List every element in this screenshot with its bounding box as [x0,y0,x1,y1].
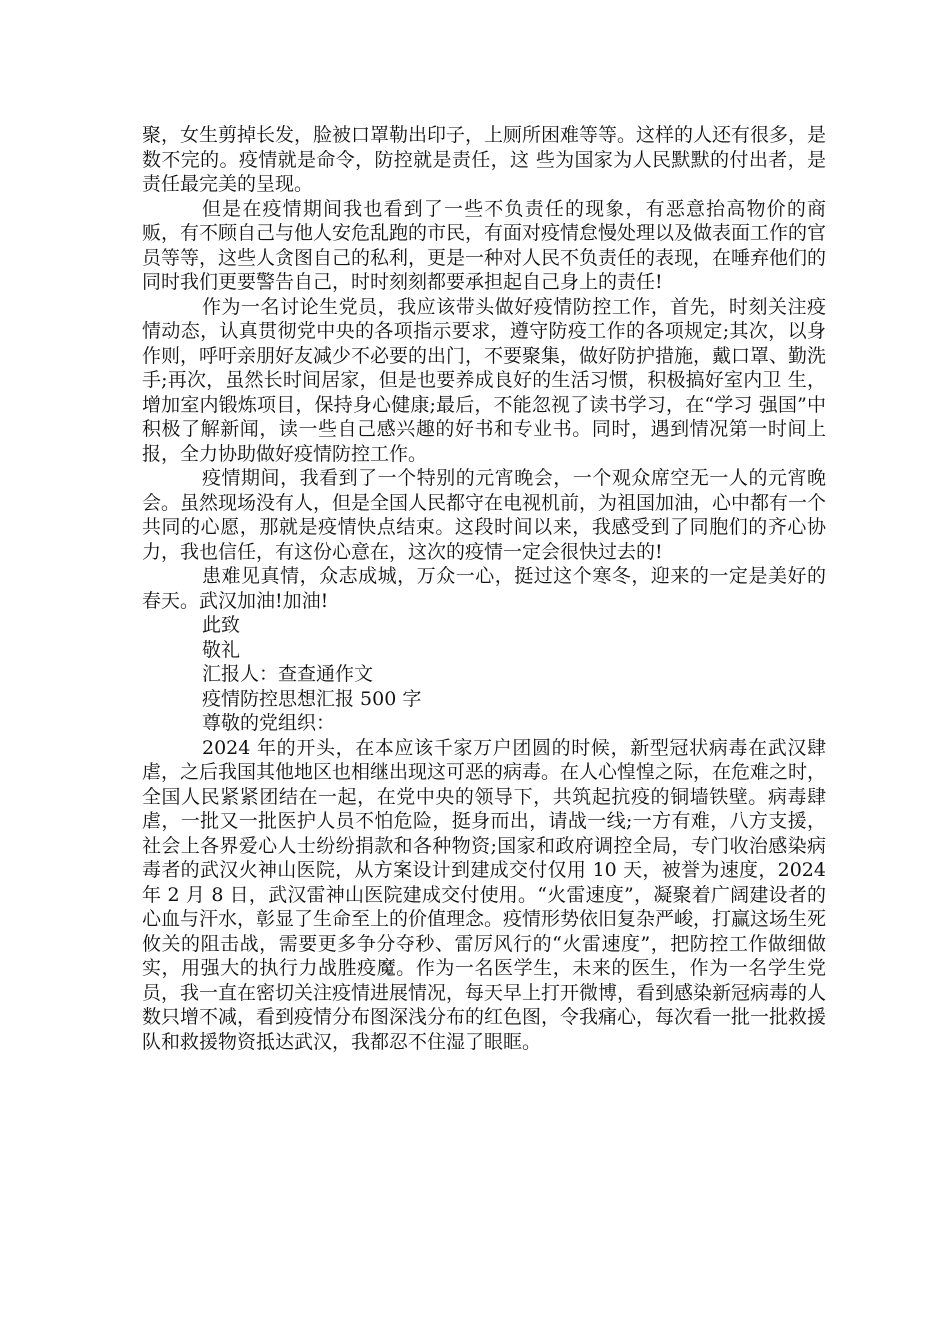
reporter-signature: 汇报人：查查通作文 [202,663,374,685]
paragraph-party-member-duty: 作为一名讨论生党员，我应该带头做好疫情防控工作，首先，时刻关注疫情动态，认真贯彻党中央的各项指示要求，遵守防疫工作的各项规定;其次，以身 作则，呼吁亲朋好友减少不必要的出门，不要聚集，做好防护措施，戴口罩、勤洗手;再次，虽然长时间居家，但是也要养成良好的生活习惯，积极搞好室内卫 生，增加室内锻炼项目，保持身心健康;最后，不能忽视了读书学习，在“学习 强国”中积极了解新闻，读一些自己感兴趣的好书和专业书。同时，遇到情况第一时间上报，全力协助做好疫情防控工作。 [142,295,827,465]
section-heading: 疫情防控思想汇报 500 字 [202,687,422,710]
paragraph-lantern-festival: 疫情期间，我看到了一个特别的元宵晚会，一个观众席空无一人的元宵晚会。虽然现场没有人，但是全国人民都守在电视机前，为祖国加油，心中都有一个共同的心愿，那就是疫情快点结束。这段时间以来，我感受到了同胞们的齐心协力，我也信任，有这份心意在，这次的疫情一定会很快过去的! [142,467,827,563]
paragraph-wuhan-cheer: 患难见真情，众志成城，万众一心，挺过这个寒冬，迎来的一定是美好的春天。武汉加油!加油! [142,565,826,612]
document-body [142,123,826,1054]
closing-salutation: 此致 [202,614,241,636]
closing-respect: 敬礼 [202,638,241,661]
paragraph-irresponsible-behavior: 但是在疫情期间我也看到了一些不负责任的现象，有恶意抬高物价的商贩，有不顾自己与他人安危乱跑的市民，有面对疫情怠慢处理以及做表面工作的官员等等，这些人贪图自己的私利，更是一种对人民不负责任的表现，在唾弃他们的 同时我们更要警告自己，时时刻刻都要承担起自己身上的责任! [142,197,827,293]
paragraph-continuation: 聚，女生剪掉长发，脸被口罩勒出印子，上厕所困难等等。这样的人还有很多，是数不完的。疫情就是命令，防控就是责任，这 些为国家为人民默默的付出者，是责任最完美的呈现。 [142,124,827,195]
greeting-line: 尊敬的党组织： [202,712,336,734]
paragraph-pandemic-overview: 2024 年的开头，在本应该千家万户团圆的时候，新型冠状病毒在武汉肆虐，之后我国其他地区也相继出现这可恶的病毒。在人心惶惶之际，在危难之时，全国人民紧紧团结在一起，在党中央的领导下，共筑起抗疫的铜墙铁壁。病毒肆虐，一批又一批医护人员不怕危险，挺身而出，请战一线;一方有难，八方支援，社会上各界爱心人士纷纷捐款和各种物资;国家和政府调控全局，专门收治感染病毒者的武汉火神山医院，从方案设计到建成交付仅用 10 天，被誉为速度，2024 年 2 月 8 日，武汉雷神山医院建成交付使用。“火雷速度”，凝聚着广阔建设者的心血与汗水，彰显了生命至上的价值理念。疫情形势依旧复杂严峻，打赢这场生死攸关的阻击战，需要更多争分夺秒、雷厉风行的“火雷速度”，把防控工作做细做实，用强大的执行力战胜疫魔。作为一名医学生，未来的医生，作为一名学生党员，我一直在密切关注疫情进展情况，每天早上打开微博，看到感染新冠病毒的人数只增不减，看到疫情分布图深浅分布的红色图，令我痛心，每次看一批一批救援队和救援物资抵达武汉，我都忍不住湿了眼眶。 [142,736,827,1053]
